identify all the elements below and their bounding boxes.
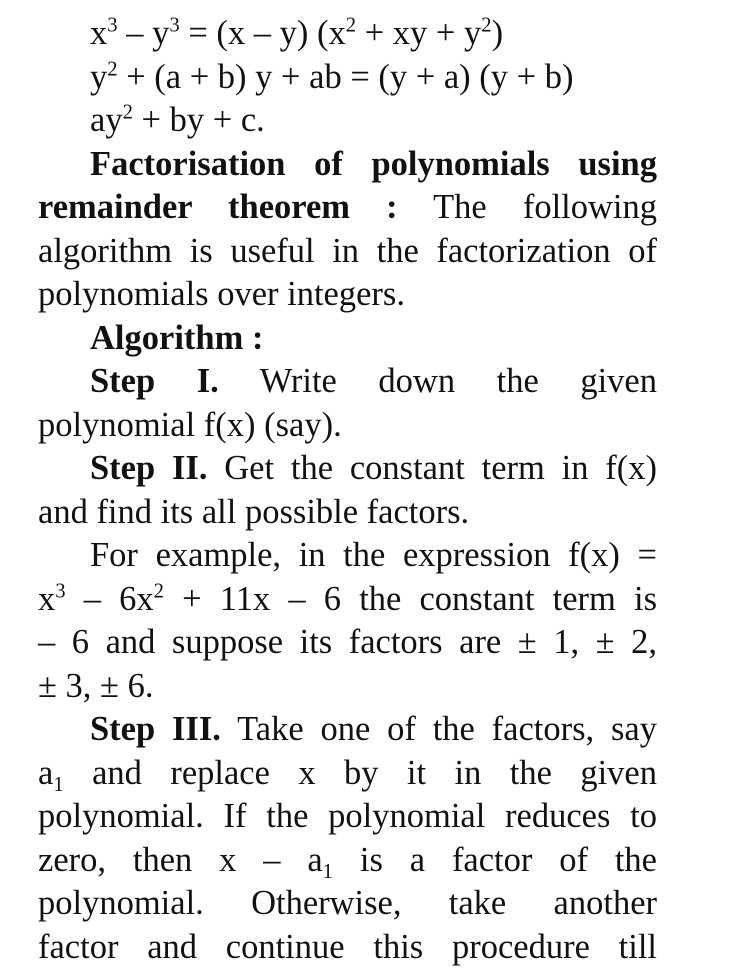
formula-text: + by + c.: [132, 101, 265, 139]
body-text: is a factor of the: [333, 840, 657, 879]
subscript: 1: [53, 773, 64, 796]
step2-line-2: and find its all possible factors.: [38, 492, 470, 531]
step3-line-6: factor and continue this procedure till: [38, 927, 657, 966]
math-text: – 6x: [65, 579, 154, 618]
step-label: Step I.: [90, 362, 219, 400]
formula-text: ay: [90, 101, 123, 139]
algorithm-title: Algorithm :: [90, 318, 264, 357]
example-line-3: – 6 and suppose its factors are ± 1, ± 2,: [38, 623, 657, 661]
exponent: 3: [169, 14, 180, 37]
formula-cube-difference: [0, 12, 741, 56]
intro-line-2: algorithm is useful in the factorization of: [38, 231, 657, 270]
formula-text: = (x – y) (x: [179, 14, 346, 52]
heading-text: Factorisation of polynomials using: [90, 144, 657, 183]
intro-line-1: [0, 186, 741, 230]
step-label: Step III.: [90, 710, 221, 748]
body-text: zero, then x – a: [38, 840, 323, 879]
step3-line-4: [0, 839, 741, 883]
section-heading: [0, 143, 741, 187]
intro-line-3: polynomials over integers.: [38, 275, 405, 313]
step3-line-2: [0, 752, 741, 796]
exponent: 2: [122, 101, 133, 124]
step-label: Step II.: [90, 449, 208, 487]
step1-line-2: polynomial f(x) (say).: [38, 405, 342, 444]
formula-text: – y: [117, 14, 170, 52]
body-text: Write down the given: [218, 362, 657, 400]
example-line-4: ± 3, ± 6.: [38, 666, 154, 705]
formula-text: + (a + b) y + ab = (y + a) (y + b): [117, 57, 574, 96]
exponent: 2: [481, 14, 492, 37]
exponent: 2: [345, 14, 357, 37]
exponent: 3: [107, 14, 118, 37]
body-text: The following: [397, 188, 657, 226]
body-text: + 11x – 6 the constant term is: [164, 579, 658, 618]
example-line-2: [0, 578, 741, 622]
step3-line-1: [0, 708, 741, 752]
step3-line-5: polynomial. Otherwise, take another: [38, 884, 657, 922]
step1-line-1: [0, 360, 741, 404]
heading-text: remainder theorem :: [38, 188, 398, 226]
formula-text: + xy + y: [356, 14, 482, 52]
body-text: Take one of the factors, say: [220, 710, 657, 748]
body-text: and replace x by it in the given: [63, 753, 657, 792]
formula-text: x: [90, 14, 108, 52]
example-line-1: For example, in the expression f(x) =: [90, 536, 657, 574]
formula-text: ): [491, 14, 504, 52]
body-text: Get the constant term in f(x): [207, 449, 657, 487]
math-text: a: [38, 753, 54, 792]
exponent: 2: [153, 580, 164, 603]
subscript: 1: [322, 860, 334, 883]
exponent: 2: [107, 58, 118, 81]
step3-line-3: polynomial. If the polynomial reduces to: [38, 797, 657, 835]
math-text: x: [38, 579, 56, 618]
exponent: 3: [55, 580, 66, 603]
formula-general-quadratic: [0, 99, 741, 143]
formula-quadratic-ab: [0, 56, 741, 100]
formula-text: y: [90, 57, 108, 96]
step2-line-1: [0, 447, 741, 491]
